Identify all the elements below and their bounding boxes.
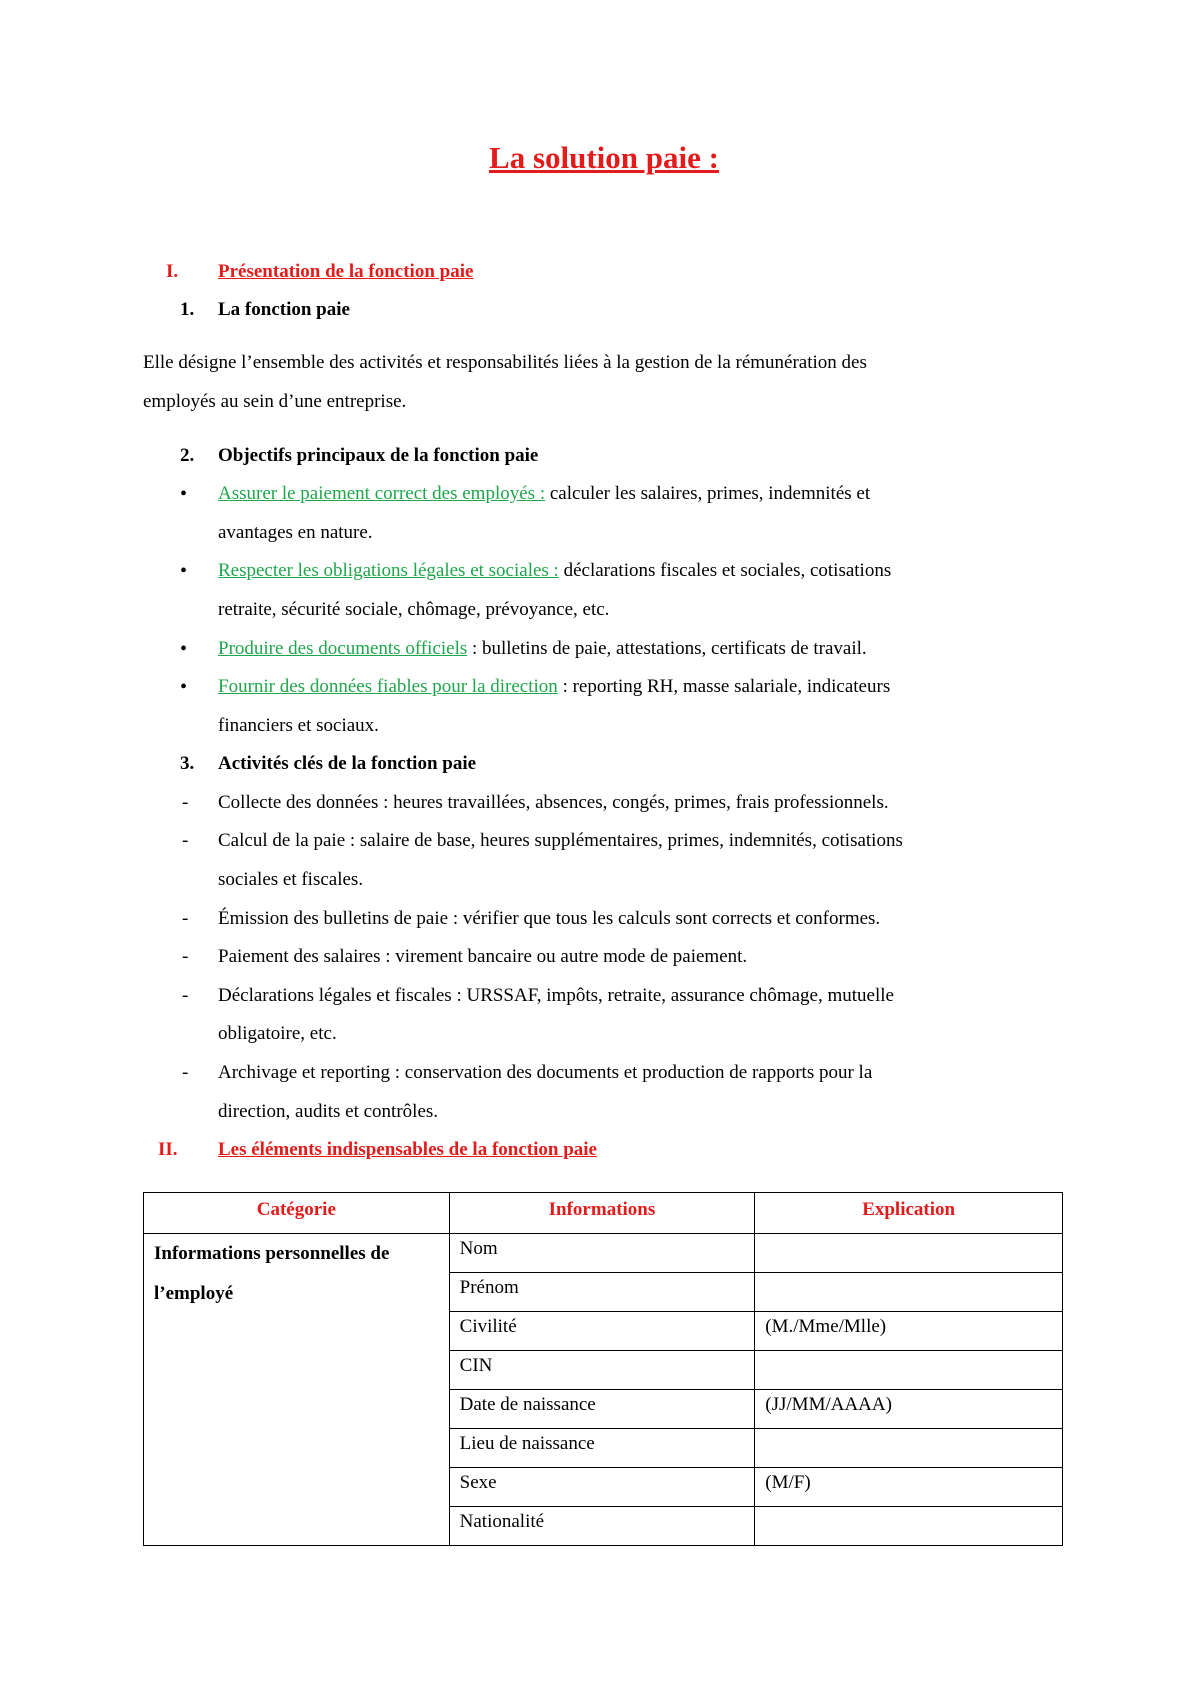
info-cell: Nom — [449, 1234, 755, 1273]
info-cell: Lieu de naissance — [449, 1429, 755, 1468]
objective-continuation: retraite, sécurité sociale, chômage, prévoyance, etc. — [218, 599, 610, 620]
dash-marker: - — [182, 985, 189, 1006]
section-2-numeral: II. — [158, 1139, 178, 1160]
explication-cell: (JJ/MM/AAAA) — [755, 1390, 1063, 1429]
objective-continuation: financiers et sociaux. — [218, 715, 379, 736]
section-1-numeral: I. — [166, 261, 179, 282]
paragraph-line-1: Elle désigne l’ensemble des activités et responsabilités liées à la gestion de la rémunération des — [143, 352, 867, 373]
header-explication: Explication — [755, 1193, 1063, 1234]
explication-cell: (M/F) — [755, 1468, 1063, 1507]
info-cell: Prénom — [449, 1273, 755, 1312]
header-informations: Informations — [449, 1193, 755, 1234]
page-title: La solution paie : — [489, 140, 719, 175]
dash-marker: - — [182, 908, 189, 929]
info-cell: CIN — [449, 1351, 755, 1390]
activity-item: Émission des bulletins de paie : vérifier que tous les calculs sont corrects et conformes. — [218, 908, 881, 929]
activity-continuation: direction, audits et contrôles. — [218, 1101, 439, 1122]
explication-cell: (M./Mme/Mlle) — [755, 1312, 1063, 1351]
objective-item — [218, 674, 890, 700]
activity-item: Paiement des salaires : virement bancaire ou autre mode de paiement. — [218, 946, 748, 967]
bullet-icon: • — [180, 638, 188, 660]
info-cell: Civilité — [449, 1312, 755, 1351]
subsection-3-number: 3. — [180, 753, 195, 774]
activity-item: Archivage et reporting : conservation des documents et production de rapports pour la — [218, 1062, 873, 1083]
explication-cell — [755, 1273, 1063, 1312]
subsection-2-number: 2. — [180, 445, 195, 466]
subsection-3-heading: Activités clés de la fonction paie — [218, 753, 477, 774]
table-row — [144, 1234, 1063, 1273]
payroll-elements-table — [143, 1192, 1063, 1546]
objective-item — [218, 481, 870, 507]
activity-item: Collecte des données : heures travaillées, absences, congés, primes, frais professionnels. — [218, 792, 889, 813]
category-cell: Informations personnelles de l’employé — [144, 1234, 450, 1546]
paragraph-line-2: employés au sein d’une entreprise. — [143, 391, 407, 412]
objective-label: Fournir des données fiables pour la direction — [218, 676, 558, 697]
objective-label: Produire des documents officiels — [218, 638, 468, 659]
objective-item — [218, 636, 867, 662]
activity-item: Calcul de la paie : salaire de base, heures supplémentaires, primes, indemnités, cotisations — [218, 830, 903, 851]
header-categorie: Catégorie — [144, 1193, 450, 1234]
objective-text: : reporting RH, masse salariale, indicateurs — [557, 676, 891, 697]
bullet-icon: • — [180, 560, 188, 582]
bullet-icon: • — [180, 676, 188, 698]
explication-cell — [755, 1507, 1063, 1546]
activity-continuation: sociales et fiscales. — [218, 869, 364, 890]
objective-text: : bulletins de paie, attestations, certificats de travail. — [467, 638, 867, 659]
objective-label: Assurer le paiement correct des employés : — [218, 483, 546, 504]
dash-marker: - — [182, 946, 189, 967]
objective-text: déclarations fiscales et sociales, cotisations — [558, 560, 892, 581]
objective-label: Respecter les obligations légales et sociales : — [218, 560, 559, 581]
info-cell: Sexe — [449, 1468, 755, 1507]
activity-item: Déclarations légales et fiscales : URSSAF, impôts, retraite, assurance chômage, mutuelle — [218, 985, 894, 1006]
section-2-heading: Les éléments indispensables de la fonction paie — [218, 1139, 597, 1160]
info-cell: Date de naissance — [449, 1390, 755, 1429]
objective-item — [218, 558, 891, 584]
dash-marker: - — [182, 792, 189, 813]
bullet-icon: • — [180, 483, 188, 505]
objective-text: calculer les salaires, primes, indemnités et — [545, 483, 871, 504]
dash-marker: - — [182, 1062, 189, 1083]
subsection-1-number: 1. — [180, 299, 195, 320]
explication-cell — [755, 1351, 1063, 1390]
info-cell: Nationalité — [449, 1507, 755, 1546]
table-header-row — [144, 1193, 1063, 1234]
activity-continuation: obligatoire, etc. — [218, 1023, 337, 1044]
dash-marker: - — [182, 830, 189, 851]
objective-continuation: avantages en nature. — [218, 522, 373, 543]
section-1-heading: Présentation de la fonction paie — [218, 261, 474, 282]
explication-cell — [755, 1234, 1063, 1273]
subsection-1-heading: La fonction paie — [218, 299, 350, 320]
explication-cell — [755, 1429, 1063, 1468]
subsection-2-heading: Objectifs principaux de la fonction paie — [218, 445, 539, 466]
